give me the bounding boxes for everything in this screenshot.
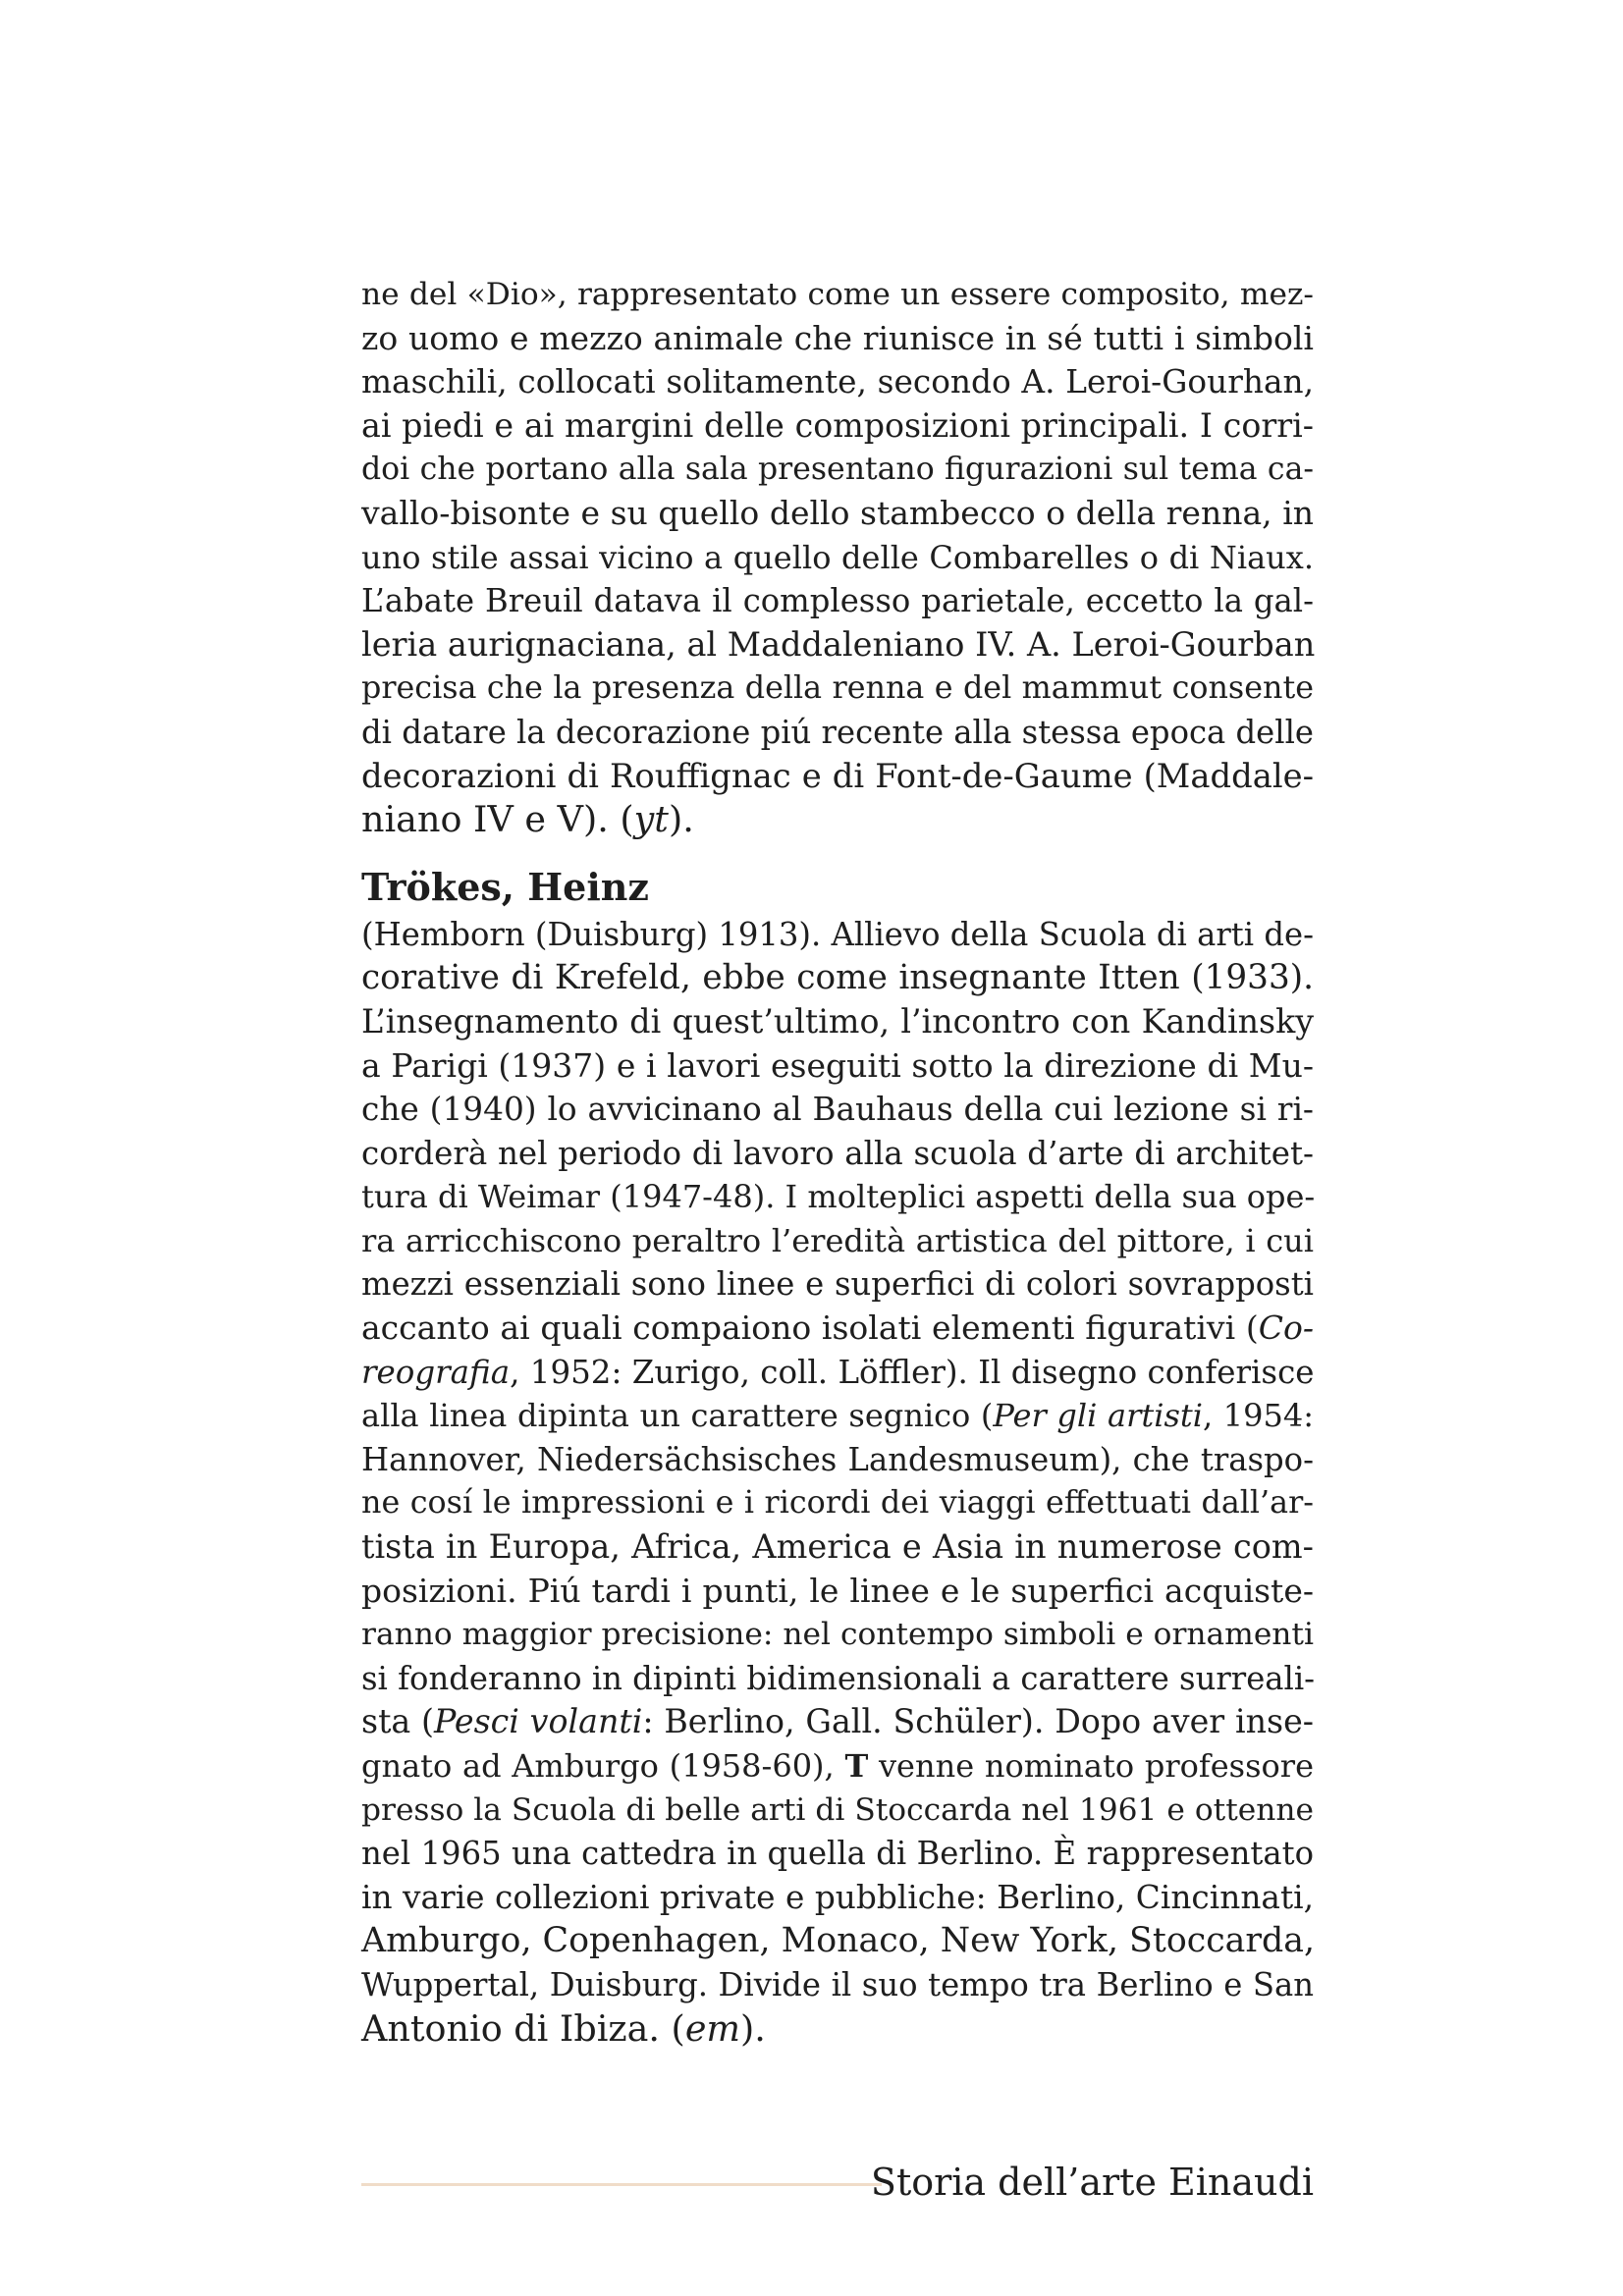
text-line: presso la Scuola di belle arti di Stoccarda nel 1961 e ottenne bbox=[361, 1791, 1314, 1828]
text-span: alla linea dipinta un carattere segnico ( bbox=[361, 1397, 994, 1435]
text-line: posizioni. Piú tardi i punti, le linee e le superfici acquiste- bbox=[361, 1571, 1314, 1610]
artwork-title: Per gli artisti bbox=[993, 1397, 1203, 1435]
artwork-title: Co- bbox=[1258, 1308, 1314, 1348]
text-span: , 1952: Zurigo, coll. Löffler). Il disegno conferisce bbox=[510, 1353, 1315, 1391]
text-line: che (1940) lo avvicinano al Bauhaus della cui lezione si ri- bbox=[361, 1091, 1314, 1129]
text-line: in varie collezioni private e pubbliche: Berlino, Cincinnati, bbox=[361, 1878, 1314, 1916]
text-line bbox=[361, 1307, 1314, 1351]
previous-entry-text bbox=[361, 273, 1314, 842]
text-line: uno stile assai vicino a quello delle Combarelles o di Niaux. bbox=[361, 538, 1314, 576]
text-span: , 1954: bbox=[1202, 1397, 1315, 1435]
text-line: si fonderanno in dipinti bidimensionali a carattere surreali- bbox=[361, 1659, 1316, 1697]
text-span: Antonio di Ibiza. ( bbox=[361, 2006, 685, 2050]
page-body bbox=[361, 273, 1314, 2051]
footer-rule bbox=[361, 2183, 882, 2186]
text-line bbox=[361, 1700, 1314, 1744]
text-line: leria aurignaciana, al Maddaleniano IV. A. Leroi-Gourban bbox=[361, 624, 1316, 664]
text-line bbox=[361, 1351, 1314, 1395]
artwork-title: reografia bbox=[361, 1353, 511, 1391]
text-line: vallo-bisonte e su quello dello stambecco o della renna, in bbox=[361, 493, 1314, 532]
text-line bbox=[361, 1394, 1314, 1438]
artwork-title: Pesci volanti bbox=[434, 1702, 643, 1741]
text-line: ne del «Dio», rappresentato come un essere composito, mez- bbox=[361, 277, 1314, 312]
text-line bbox=[361, 798, 1314, 842]
text-line: di datare la decorazione piú recente alla stessa epoca delle bbox=[361, 713, 1314, 751]
text-line: ai piedi e ai margini delle composizioni principali. I corri- bbox=[361, 405, 1314, 445]
text-span: gnato ad Amburgo (1958-60), bbox=[361, 1747, 845, 1785]
text-line: a Parigi (1937) e i lavori eseguiti sotto la direzione di Mu- bbox=[361, 1045, 1314, 1085]
text-line bbox=[361, 2007, 1314, 2052]
text-span: niano IV e V). ( bbox=[361, 798, 634, 841]
text-span: accanto ai quali compaiono isolati elementi figurativi ( bbox=[361, 1308, 1259, 1348]
text-line: L’abate Breuil datava il complesso parietale, eccetto la gal- bbox=[361, 582, 1314, 620]
author-initials: yt bbox=[633, 798, 669, 841]
text-line: ra arricchiscono peraltro l’eredità artistica del pittore, i cui bbox=[361, 1221, 1314, 1259]
text-span: : Berlino, Gall. Schüler). Dopo aver inse- bbox=[642, 1702, 1314, 1741]
text-line: Wuppertal, Duisburg. Divide il suo tempo tra Berlino e San bbox=[361, 1965, 1314, 2003]
text-line: Hannover, Niedersächsisches Landesmuseum), che traspo- bbox=[361, 1440, 1314, 1478]
text-line: precisa che la presenza della renna e del mammut consente bbox=[361, 670, 1314, 707]
text-line: tura di Weimar (1947-48). I molteplici aspetti della sua ope- bbox=[361, 1178, 1316, 1216]
text-line: (Hemborn (Duisburg) 1913). Allievo della Scuola di arti de- bbox=[361, 915, 1314, 953]
text-line bbox=[361, 1744, 1314, 1789]
text-line: nel 1965 una cattedra in quella di Berlino. È rappresentato bbox=[361, 1835, 1314, 1873]
text-line: L’insegnamento di quest’ultimo, l’incontro con Kandinsky bbox=[361, 1001, 1314, 1041]
text-line: corative di Krefeld, ebbe come insegnante Itten (1933). bbox=[361, 958, 1314, 998]
author-initials: em bbox=[684, 2006, 741, 2050]
entry-text bbox=[361, 913, 1314, 2051]
text-line: zo uomo e mezzo animale che riunisce in sé tutti i simboli bbox=[361, 318, 1314, 357]
text-line: maschili, collocati solitamente, secondo A. Leroi-Gourhan, bbox=[361, 363, 1314, 401]
footer-title: Storia dell’arte Einaudi bbox=[870, 2161, 1314, 2204]
text-span: venne nominato professore bbox=[868, 1747, 1315, 1785]
text-line: tista in Europa, Africa, America e Asia in numerose com- bbox=[361, 1527, 1314, 1567]
text-span: ). bbox=[740, 2006, 766, 2050]
text-line: mezzi essenziali sono linee e superfici di colori sovrapposti bbox=[361, 1265, 1314, 1304]
text-line: ne cosí le impressioni e i ricordi dei viaggi effettuati dall’ar- bbox=[361, 1485, 1314, 1522]
text-line: corderà nel periodo di lavoro alla scuola d’arte di architet- bbox=[361, 1134, 1314, 1172]
entry-title: Trökes, Heinz bbox=[361, 864, 649, 909]
text-span: sta ( bbox=[361, 1702, 435, 1741]
text-line: decorazioni di Rouffignac e di Font-de-Gaume (Maddale- bbox=[361, 756, 1314, 795]
text-line: ranno maggior precisione: nel contempo simboli e ornamenti bbox=[361, 1617, 1314, 1653]
text-line: doi che portano alla sala presentano figurazioni sul tema ca- bbox=[361, 452, 1314, 488]
entry-abbreviation: T bbox=[844, 1747, 869, 1785]
text-line: Amburgo, Copenhagen, Monaco, New York, Stoccarda, bbox=[361, 1921, 1316, 1961]
text-span: ). bbox=[668, 798, 694, 841]
